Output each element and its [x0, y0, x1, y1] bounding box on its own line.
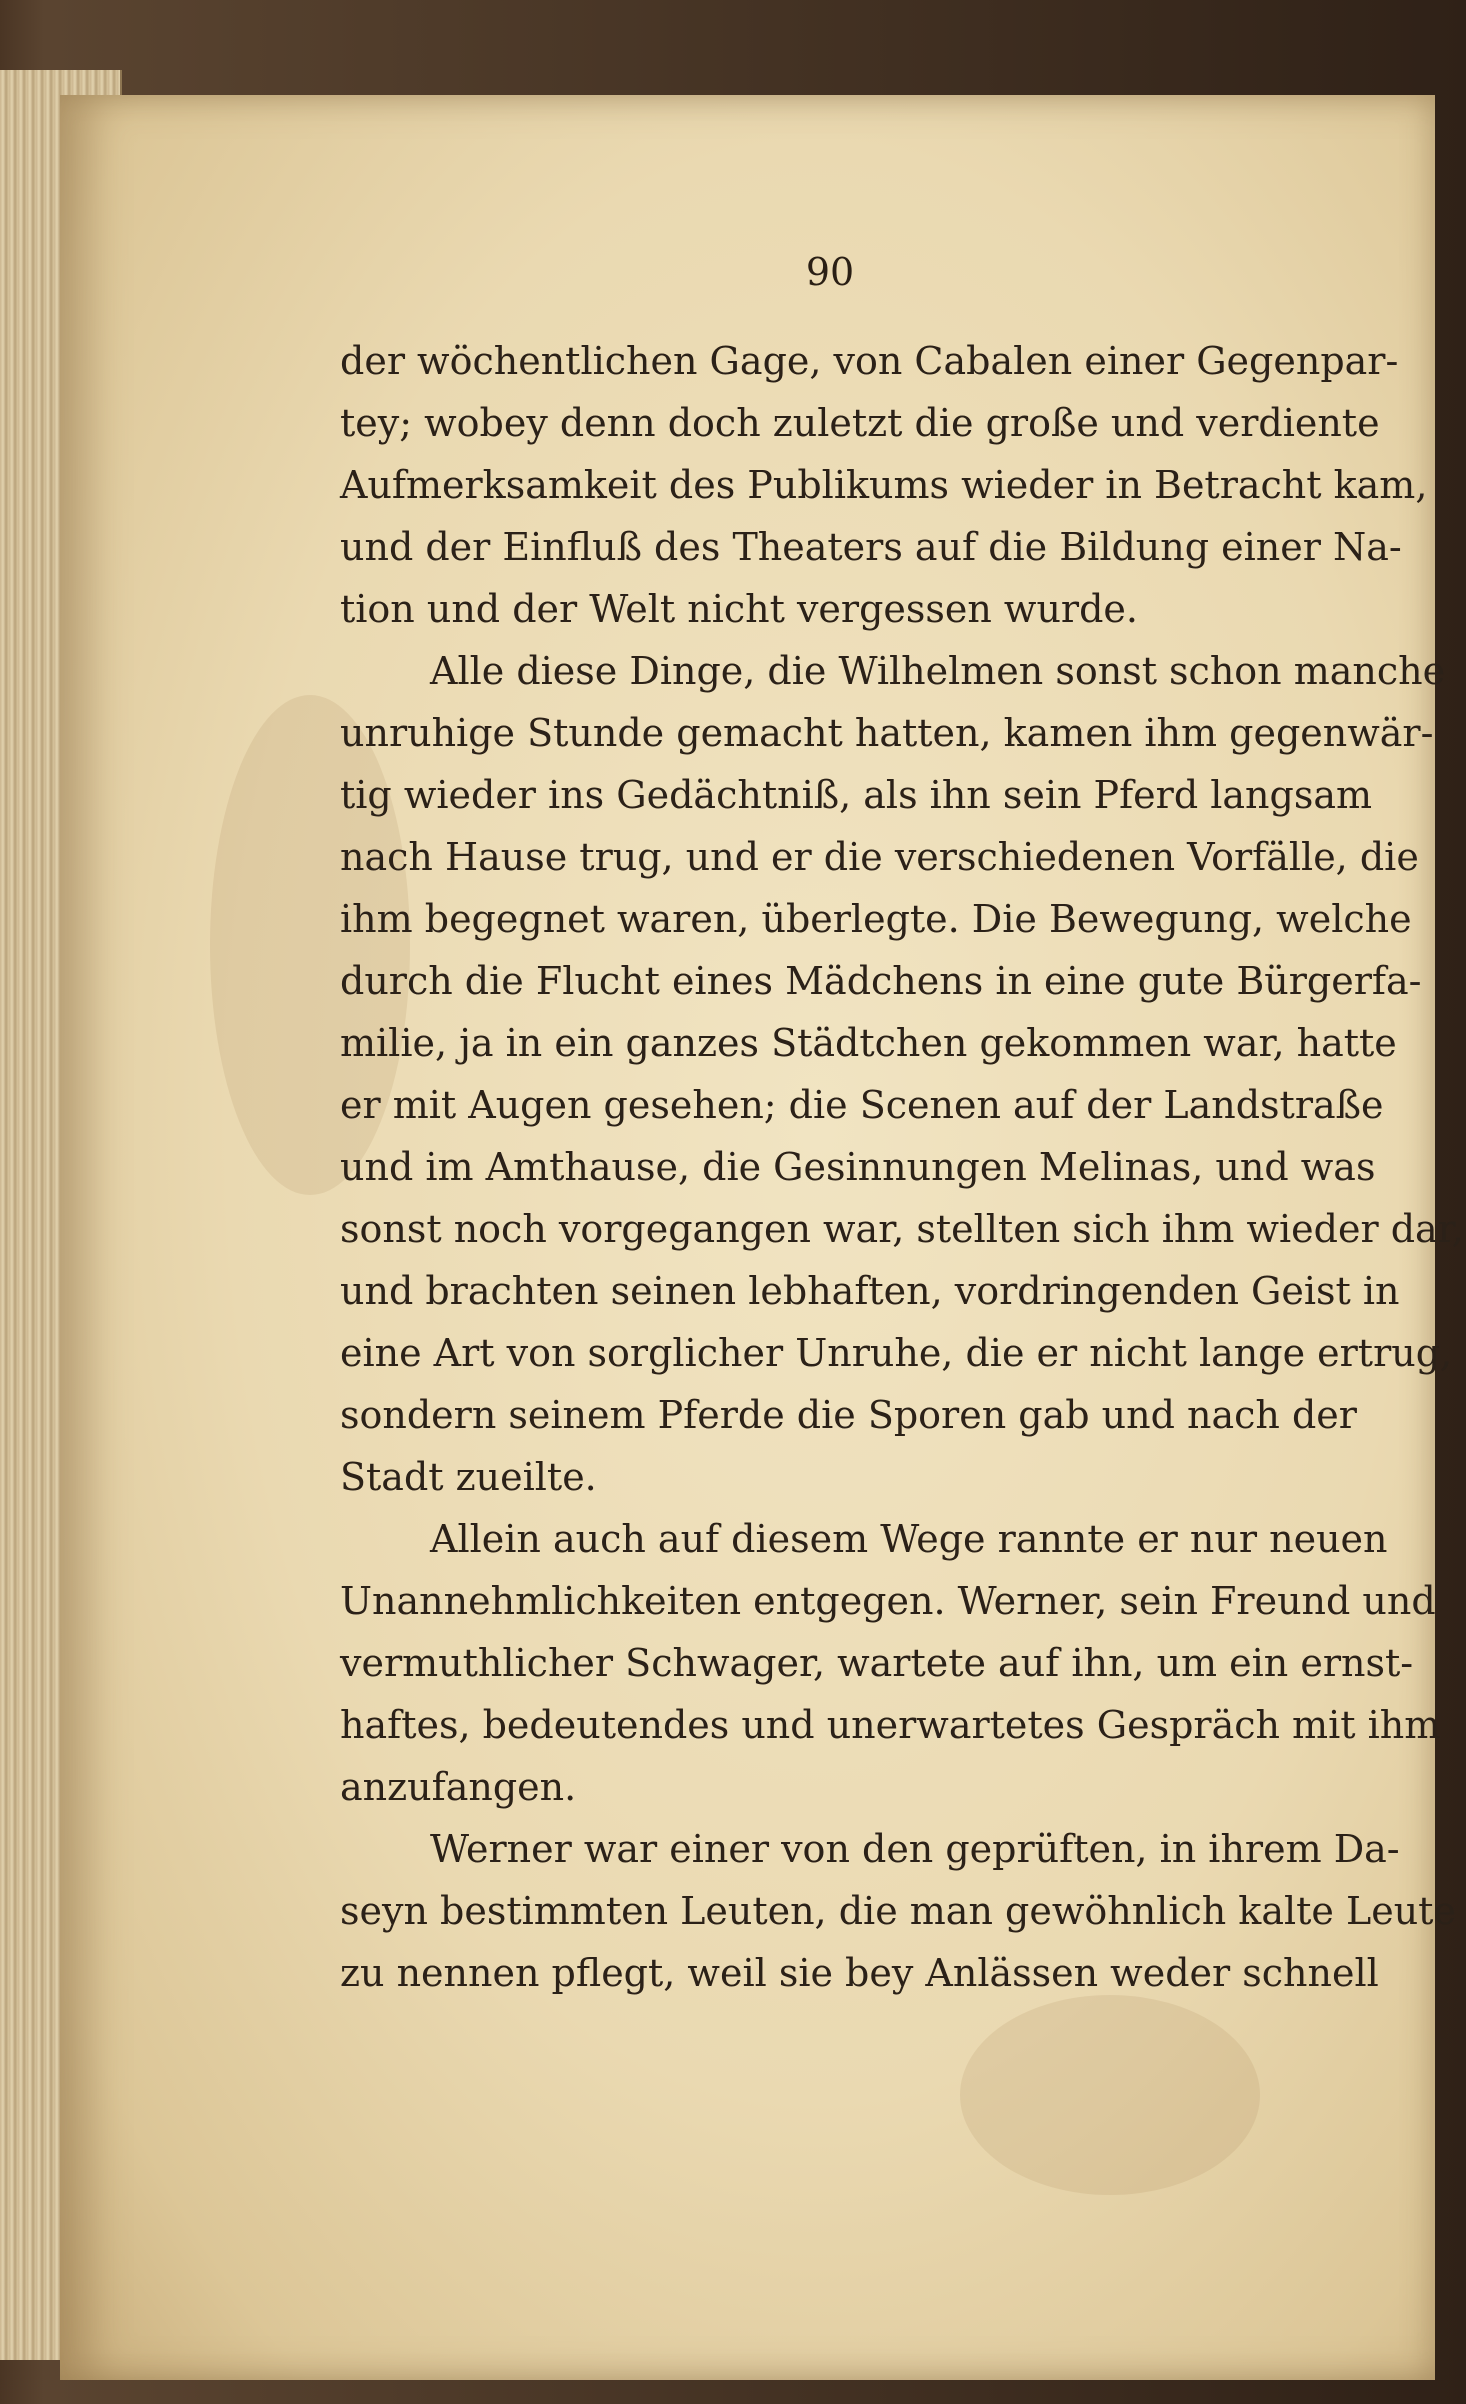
text-line: anzufangen.	[340, 1765, 577, 1809]
text-line: tion und der Welt nicht vergessen wurde.	[340, 587, 1138, 631]
text-line: haftes, bedeutendes und unerwartetes Gespräch mit ihm	[340, 1703, 1441, 1747]
text-line: Stadt zueilte.	[340, 1455, 597, 1499]
paper-stain	[960, 1995, 1260, 2195]
text-line: er mit Augen gesehen; die Scenen auf der Landstraße	[340, 1083, 1384, 1127]
text-line: eine Art von sorglicher Unruhe, die er nicht lange ertrug,	[340, 1331, 1453, 1375]
text-line: vermuthlicher Schwager, wartete auf ihn, um ein ernst-	[340, 1641, 1414, 1685]
text-line: tey; wobey denn doch zuletzt die große und verdiente	[340, 401, 1380, 445]
text-line: Aufmerksamkeit des Publikums wieder in Betracht kam,	[340, 463, 1428, 507]
text-line: unruhige Stunde gemacht hatten, kamen ihm gegenwär-	[340, 711, 1434, 755]
body-text	[340, 330, 1464, 2004]
text-line: der wöchentlichen Gage, von Cabalen einer Gegenpar-	[340, 339, 1399, 383]
text-line: nach Hause trug, und er die verschiedenen Vorfälle, die	[340, 835, 1419, 879]
text-line: Unannehmlichkeiten entgegen. Werner, sein Freund und	[340, 1579, 1436, 1623]
text-line: ihm begegnet waren, überlegte. Die Bewegung, welche	[340, 897, 1412, 941]
text-line: seyn bestimmten Leuten, die man gewöhnlich kalte Leute	[340, 1889, 1456, 1933]
text-line: und der Einfluß des Theaters auf die Bildung einer Na-	[340, 525, 1402, 569]
text-line: tig wieder ins Gedächtniß, als ihn sein Pferd langsam	[340, 773, 1373, 817]
text-line: durch die Flucht eines Mädchens in eine gute Bürgerfa-	[340, 959, 1422, 1003]
page-number: 90	[805, 250, 855, 294]
text-line: zu nennen pflegt, weil sie bey Anlässen weder schnell	[340, 1951, 1379, 1995]
text-line: Allein auch auf diesem Wege rannte er nur neuen	[430, 1517, 1388, 1561]
text-line: und brachten seinen lebhaften, vordringenden Geist in	[340, 1269, 1400, 1313]
text-line: milie, ja in ein ganzes Städtchen gekommen war, hatte	[340, 1021, 1397, 1065]
text-line: Werner war einer von den geprüften, in ihrem Da-	[430, 1827, 1400, 1871]
text-line: Alle diese Dinge, die Wilhelmen sonst schon manche	[430, 649, 1446, 693]
text-line: sondern seinem Pferde die Sporen gab und nach der	[340, 1393, 1357, 1437]
text-line: sonst noch vorgegangen war, stellten sich ihm wieder dar,	[340, 1207, 1464, 1251]
text-line: und im Amthause, die Gesinnungen Melinas, und was	[340, 1145, 1376, 1189]
